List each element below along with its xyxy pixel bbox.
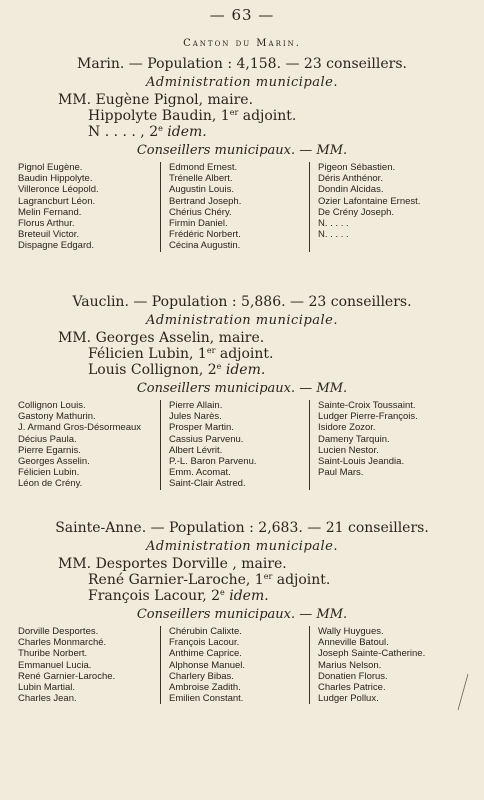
councillor-name: Chérubin Calixte. bbox=[169, 626, 242, 637]
official-line bbox=[58, 588, 484, 604]
council-column bbox=[309, 162, 468, 252]
admin-title: Administration municipale. bbox=[145, 75, 339, 90]
official-role: adjoint. bbox=[215, 346, 274, 362]
council-columns bbox=[18, 400, 474, 490]
councillor-name: Saint-Louis Jeandia. bbox=[318, 455, 405, 467]
councillor-name: Anthime Caprice. bbox=[169, 648, 242, 660]
councillor-name: Bertrand Joseph. bbox=[169, 195, 242, 207]
councillor-name: François Lacour. bbox=[169, 637, 240, 649]
superscript: e bbox=[220, 588, 225, 597]
commune-section bbox=[0, 518, 484, 704]
commune-heading: Sainte-Anne. — Population : 2,683. — 21 conseillers. bbox=[55, 520, 429, 536]
councillor-name: Dorville Desportes. bbox=[18, 626, 99, 637]
councillor-name: Pierre Allain. bbox=[169, 400, 223, 411]
councillor-name: Anneville Batoul. bbox=[318, 637, 389, 649]
superscript: er bbox=[263, 572, 273, 581]
commune-heading: Vauclin. — Population : 5,886. — 23 conseillers. bbox=[72, 294, 412, 310]
councillor-name: Prosper Martin. bbox=[169, 422, 234, 434]
council-columns bbox=[18, 626, 474, 704]
councillor-name: Emmanuel Lucia. bbox=[18, 659, 92, 671]
councillor-name: Pignol Eugène. bbox=[18, 162, 83, 173]
official-line bbox=[58, 346, 484, 362]
councillor-name: Décius Paula. bbox=[18, 433, 77, 445]
official-role: adjoint. bbox=[238, 108, 297, 124]
superscript: e bbox=[216, 362, 222, 371]
official-role: idem. bbox=[224, 588, 269, 604]
councillor-name: Wally Huygues. bbox=[318, 626, 384, 637]
councillor-name: Georges Asselin. bbox=[18, 455, 90, 467]
councillor-name: Alphonse Manuel. bbox=[169, 659, 246, 671]
councillor-name: Emm. Acomat. bbox=[169, 467, 231, 479]
official-name: Louis Collignon, 2 bbox=[88, 362, 217, 378]
official-line bbox=[58, 572, 484, 588]
official-name: Félicien Lubin, 1 bbox=[88, 346, 207, 362]
councillor-name: Firmin Daniel. bbox=[169, 217, 228, 229]
councillor-name: Léon de Crény. bbox=[18, 478, 83, 490]
official-line bbox=[58, 556, 484, 572]
council-column bbox=[18, 400, 160, 490]
official-name: François Lacour, 2 bbox=[88, 588, 221, 604]
official-line bbox=[58, 362, 484, 378]
councillor-name: Gastony Mathurin. bbox=[18, 411, 96, 423]
official-line bbox=[58, 108, 484, 124]
admin-title: Administration municipale. bbox=[145, 313, 339, 328]
councillor-name: Donatien Florus. bbox=[318, 670, 388, 682]
council-column bbox=[160, 162, 309, 252]
councillor-name: Ozier Lafontaine Ernest. bbox=[318, 195, 421, 207]
official-line bbox=[58, 124, 484, 140]
official-role: idem. bbox=[162, 124, 207, 140]
councillor-name: Augustin Louis. bbox=[169, 184, 234, 196]
council-column bbox=[309, 400, 468, 490]
official-name: Desportes Dorville , maire. bbox=[95, 556, 287, 572]
councillor-name: Collignon Louis. bbox=[18, 400, 86, 411]
councillor-name: Dispagne Edgard. bbox=[18, 240, 95, 252]
councillor-name: Cassius Parvenu. bbox=[169, 433, 244, 445]
councillor-name: Chérius Chéry. bbox=[169, 206, 232, 218]
councillor-name: René Garnier-Laroche. bbox=[18, 670, 116, 682]
councillor-name: Villeronce Léopold. bbox=[18, 184, 99, 196]
council-column bbox=[309, 626, 468, 704]
councillor-name: Paul Mars. bbox=[318, 467, 364, 479]
councillor-name: Charlery Bibas. bbox=[169, 670, 234, 682]
councillor-name: Lagrancburt Léon. bbox=[18, 195, 96, 207]
official-line bbox=[58, 92, 484, 108]
councillor-name: Charles Monmarché. bbox=[18, 637, 107, 649]
admin-title: Administration municipale. bbox=[145, 539, 339, 554]
councillor-name: Félicien Lubin. bbox=[18, 467, 80, 479]
superscript: e bbox=[158, 124, 163, 133]
councillor-name: Florus Arthur. bbox=[18, 217, 75, 229]
councillor-name: Charles Patrice. bbox=[318, 681, 386, 693]
councillor-name: Charles Jean. bbox=[18, 693, 77, 705]
officials-list bbox=[58, 556, 484, 604]
canton-title: Canton du Marin. bbox=[183, 38, 301, 49]
official-name: Hippolyte Baudin, 1 bbox=[88, 108, 230, 124]
councillor-name: Saint-Clair Astred. bbox=[169, 478, 246, 490]
councillor-name: Dondin Alcidas. bbox=[318, 184, 384, 196]
council-title: Conseillers municipaux. — MM. bbox=[136, 381, 348, 396]
councillor-name: Ludger Pollux. bbox=[318, 693, 379, 705]
official-name: Eugène Pignol, maire. bbox=[95, 92, 254, 108]
council-columns bbox=[18, 162, 474, 252]
councillor-name: De Crény Joseph. bbox=[318, 206, 395, 218]
councillor-name: Cécina Augustin. bbox=[169, 240, 241, 252]
council-title: Conseillers municipaux. — MM. bbox=[136, 143, 348, 158]
official-role: idem. bbox=[221, 362, 266, 378]
councillor-name: Trénelle Albert. bbox=[169, 173, 233, 185]
councillor-name: Ambroise Zadith. bbox=[169, 681, 241, 693]
councillor-name: Melin Fernand. bbox=[18, 206, 82, 218]
councillor-name: Breteuil Victor. bbox=[18, 229, 80, 241]
councillor-name: Edmond Ernest. bbox=[169, 162, 238, 173]
councillor-name: Déris Anthénor. bbox=[318, 173, 383, 185]
official-name: N . . . . , 2 bbox=[88, 124, 159, 140]
councillor-name: Frédéric Norbert. bbox=[169, 229, 241, 241]
councillor-name: Thuribe Norbert. bbox=[18, 648, 88, 660]
official-name: René Garnier-Laroche, 1 bbox=[88, 572, 264, 588]
council-column bbox=[18, 626, 160, 704]
pencil-mark bbox=[452, 672, 472, 712]
page-number: — 63 — bbox=[209, 6, 275, 24]
councillor-name: Sainte-Croix Toussaint. bbox=[318, 400, 416, 411]
official-line bbox=[58, 330, 484, 346]
commune-heading: Marin. — Population : 4,158. — 23 conseillers. bbox=[77, 56, 407, 72]
council-column bbox=[160, 400, 309, 490]
councillor-name: Lubin Martial. bbox=[18, 681, 76, 693]
officials-list bbox=[58, 92, 484, 140]
councillor-name: N. . . . . bbox=[318, 229, 349, 241]
councillor-name: Pierre Egarnis. bbox=[18, 444, 81, 456]
official-prefix: MM. bbox=[58, 330, 92, 346]
councillor-name: Albert Lévrit. bbox=[169, 444, 223, 456]
commune-section bbox=[0, 54, 484, 252]
commune-section bbox=[0, 292, 484, 490]
councillor-name: Lucien Nestor. bbox=[318, 444, 379, 456]
superscript: er bbox=[229, 108, 239, 117]
councillor-name: Marius Nelson. bbox=[318, 659, 382, 671]
councillor-name: J. Armand Gros-Désormeaux bbox=[18, 422, 142, 434]
councillor-name: N. . . . . bbox=[318, 217, 349, 229]
councillor-name: Pigeon Sébastien. bbox=[318, 162, 396, 173]
official-prefix: MM. bbox=[58, 92, 92, 108]
officials-list bbox=[58, 330, 484, 378]
councillor-name: Ludger Pierre-François. bbox=[318, 411, 418, 423]
councillor-name: Isidore Zozor. bbox=[318, 422, 376, 434]
council-column bbox=[18, 162, 160, 252]
official-prefix: MM. bbox=[58, 556, 92, 572]
councillor-name: Joseph Sainte-Catherine. bbox=[318, 648, 426, 660]
official-role: adjoint. bbox=[272, 572, 331, 588]
councillor-name: Dameny Tarquin. bbox=[318, 433, 390, 445]
councillor-name: P.-L. Baron Parvenu. bbox=[169, 455, 257, 467]
council-column bbox=[160, 626, 309, 704]
councillor-name: Emilien Constant. bbox=[169, 693, 244, 705]
superscript: er bbox=[206, 346, 216, 355]
official-name: Georges Asselin, maire. bbox=[95, 330, 265, 346]
council-title: Conseillers municipaux. — MM. bbox=[136, 607, 348, 622]
councillor-name: Jules Narès. bbox=[169, 411, 222, 423]
councillor-name: Baudin Hippolyte. bbox=[18, 173, 93, 185]
